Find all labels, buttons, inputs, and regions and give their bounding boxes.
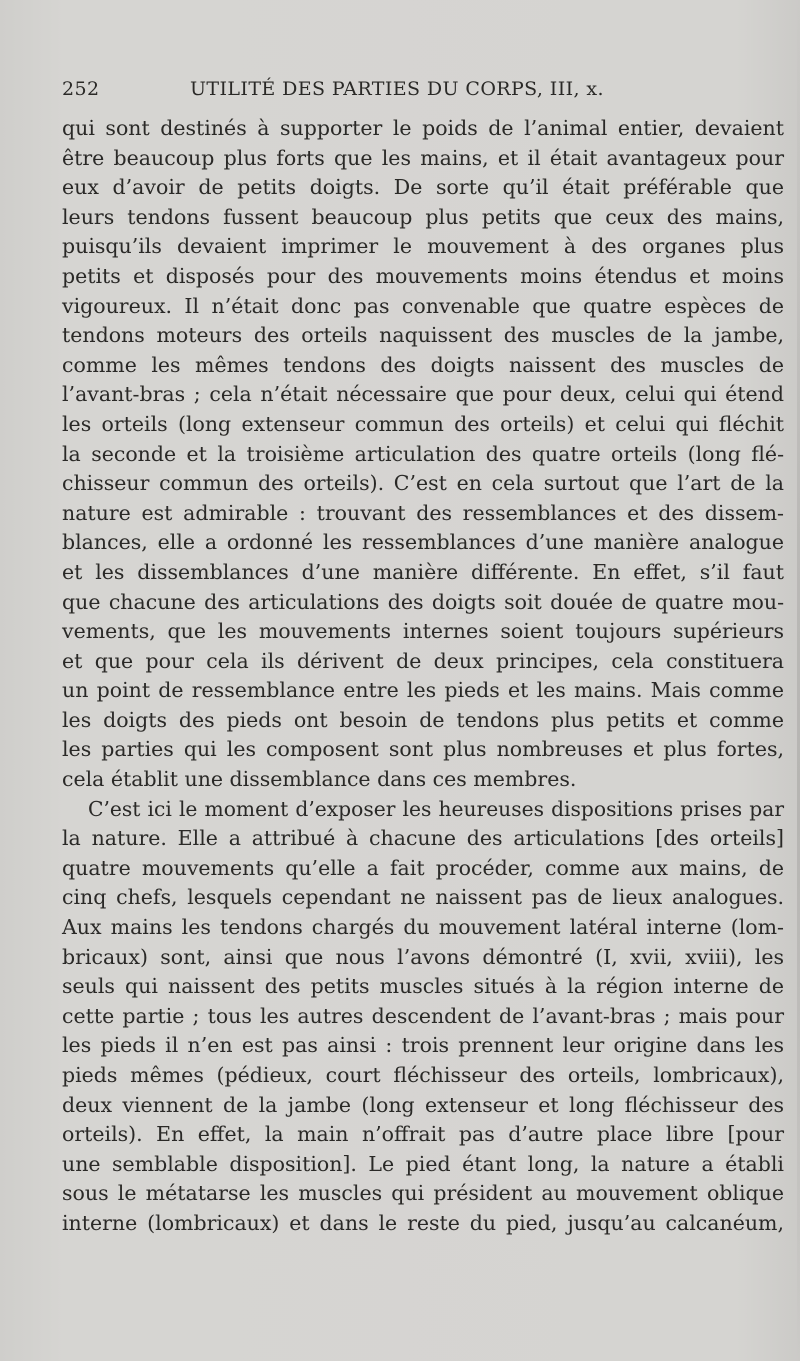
text-line: chisseur commun des orteils). C’est en cela surtout que l’art de la: [62, 471, 784, 496]
text-line: qui sont destinés à supporter le poids de l’animal entier, devaient: [62, 116, 784, 140]
text-line: petits et disposés pour des mouvements moins étendus et moins: [62, 263, 784, 288]
text-line: cette partie ; tous les autres descendent de l’avant-bras ; mais pour: [62, 1003, 784, 1028]
text-line: eux d’avoir de petits doigts. De sorte qu’il était préférable que: [62, 175, 784, 200]
text-line: puisqu’ils devaient imprimer le mouvement à des organes plus: [62, 234, 784, 259]
paragraph: [62, 114, 784, 795]
text-line: pieds mêmes (pédieux, court fléchisseur des orteils, lombricaux),: [62, 1063, 784, 1087]
text-line: et les dissemblances d’une manière différente. En effet, s’il faut: [62, 559, 784, 584]
text-line: deux viennent de la jambe (long extenseur et long fléchisseur des: [62, 1092, 784, 1117]
text-line: l’avant-bras ; cela n’était nécessaire que pour deux, celui qui étend: [62, 382, 784, 407]
text-line: leurs tendons fussent beaucoup plus petits que ceux des mains,: [62, 204, 784, 229]
text-line: être beaucoup plus forts que les mains, et il était avantageux pour: [62, 145, 784, 170]
text-line: les doigts des pieds ont besoin de tendons plus petits et comme: [62, 707, 784, 732]
text-line: vements, que les mouvements internes soient toujours supérieurs: [62, 619, 784, 644]
text-line: nature est admirable : trouvant des ressemblances et des dissem-: [62, 500, 784, 525]
text-line: bricaux) sont, ainsi que nous l’avons démontré (I, xvii, xviii), les: [62, 944, 784, 969]
text-line: les orteils (long extenseur commun des orteils) et celui qui fléchit: [62, 411, 784, 436]
text-line: comme les mêmes tendons des doigts naissent des muscles de: [62, 352, 784, 377]
text-line: quatre mouvements qu’elle a fait procéder, comme aux mains, de: [62, 855, 784, 880]
running-head: UTILITÉ DES PARTIES DU CORPS, III, x.: [190, 78, 604, 100]
body-text: [62, 114, 784, 1239]
text-line: la seconde et la troisième articulation des quatre orteils (long flé-: [62, 441, 784, 466]
text-line: tendons moteurs des orteils naquissent des muscles de la jambe,: [62, 323, 784, 348]
paragraph: [62, 795, 784, 1239]
text-line: cela établit une dissemblance dans ces membres.: [62, 767, 577, 792]
text-line: la nature. Elle a attribué à chacune des articulations [des orteils]: [62, 826, 784, 851]
text-line: les parties qui les composent sont plus nombreuses et plus fortes,: [62, 737, 784, 762]
text-line: interne (lombricaux) et dans le reste du pied, jusqu’au calcanéum,: [62, 1210, 784, 1235]
text-line: vigoureux. Il n’était donc pas convenable que quatre espèces de: [62, 293, 784, 318]
text-line: Aux mains les tendons chargés du mouvement latéral interne (lom-: [62, 915, 784, 940]
page-number: 252: [62, 78, 100, 100]
text-line: C’est ici le moment d’exposer les heureuses dispositions prises par: [88, 796, 784, 821]
text-line: que chacune des articulations des doigts soit douée de quatre mou-: [62, 589, 784, 614]
text-line: et que pour cela ils dérivent de deux principes, cela constituera: [62, 648, 784, 673]
text-line: seuls qui naissent des petits muscles situés à la région interne de: [62, 974, 784, 999]
text-line: une semblable disposition]. Le pied étant long, la nature a établi: [62, 1151, 784, 1176]
text-line: cinq chefs, lesquels cependant ne naissent pas de lieux analogues.: [62, 885, 784, 910]
text-line: un point de ressemblance entre les pieds et les mains. Mais comme: [62, 678, 784, 703]
text-line: les pieds il n’en est pas ainsi : trois prennent leur origine dans les: [62, 1033, 784, 1058]
text-line: sous le métatarse les muscles qui président au mouvement oblique: [62, 1181, 784, 1206]
text-line: blances, elle a ordonné les ressemblances d’une manière analogue: [62, 530, 784, 555]
text-line: orteils). En effet, la main n’offrait pas d’autre place libre [pour: [62, 1122, 784, 1147]
